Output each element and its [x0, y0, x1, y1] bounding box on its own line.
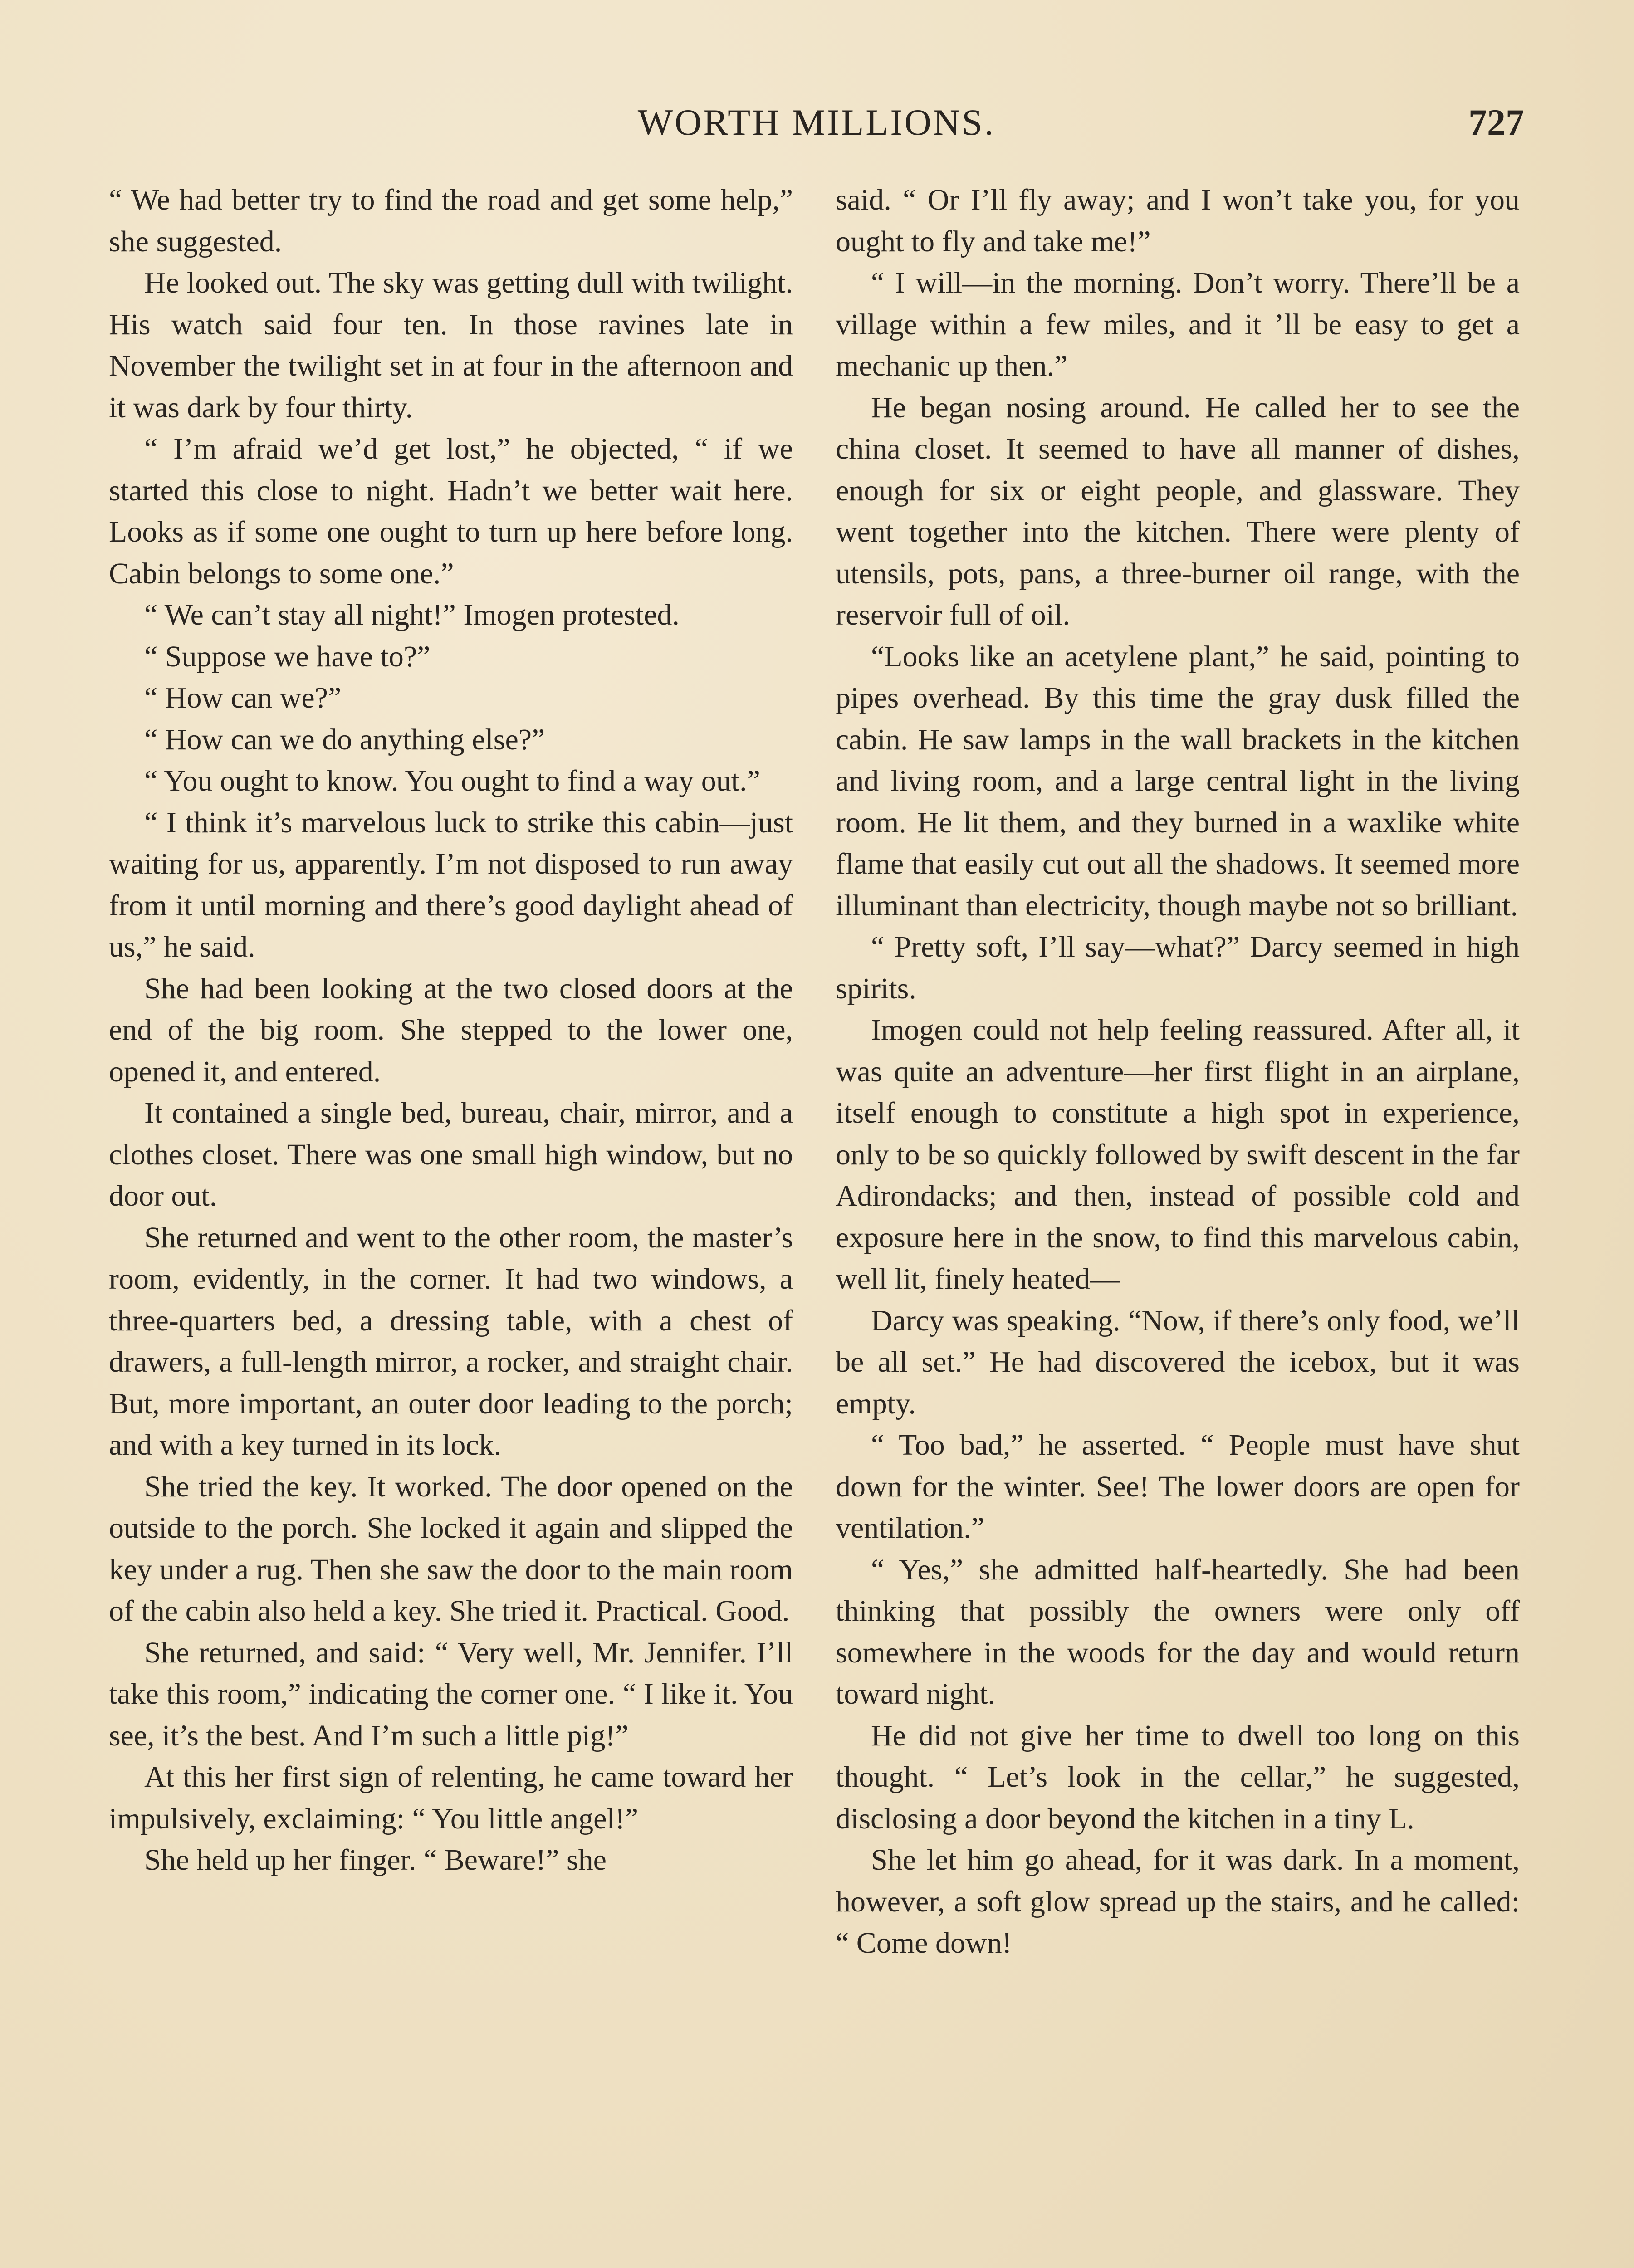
paragraph: Imogen could not help feeling reassured. After all, it was quite an adventure—her first flight in an airplane, itself enough to constitute a high spot in experience, only to be so quickly followed by swift descent in the far Adirondacks; and then, instead of possible cold and exposure here in the snow, to find this marvelous cabin, well lit, finely heated— — [836, 1013, 1520, 1295]
paragraph: “ I think it’s marvelous luck to strike this cabin—just waiting for us, apparently. I’m not disposed to run away from it until morning and there’s good daylight ahead of us,” he said. — [109, 806, 793, 963]
paragraph: She let him go ahead, for it was dark. In a moment, however, a soft glow spread up the stairs, and he called: “ Come down! — [836, 1843, 1520, 1960]
paragraph: She held up her finger. “ Beware!” she — [144, 1843, 607, 1877]
paragraph: “Looks like an acetylene plant,” he said, pointing to pipes overhead. By this time the gray dusk filled the cabin. He saw lamps in the wall brackets in the kitchen and living room, and a large central light in the living room. He lit them, and they burned in a waxlike white flame that easily cut out all the shadows. It seemed more illuminant than electricity, though maybe not so brilliant. — [836, 640, 1520, 922]
paragraph: “ Pretty soft, I’ll say—what?” Darcy seemed in high spirits. — [836, 930, 1520, 1005]
paragraph: “ You ought to know. You ought to find a way out.” — [144, 764, 760, 797]
paragraph: said. “ Or I’ll fly away; and I won’t take you, for you ought to fly and take me!” — [836, 183, 1520, 258]
left-column — [109, 179, 793, 1881]
paragraph: He did not give her time to dwell too long on this thought. “ Let’s look in the cellar,” he suggested, disclosing a door beyond the kitchen in a tiny L. — [836, 1719, 1520, 1835]
paragraph: “ Suppose we have to?” — [144, 640, 431, 673]
running-title: WORTH MILLIONS. — [637, 102, 996, 143]
page-header — [109, 98, 1524, 147]
paragraph: “ Yes,” she admitted half-heartedly. She had been thinking that possibly the owners were only off somewhere in the woods for the day and would return toward night. — [836, 1553, 1520, 1711]
paragraph: At this her first sign of relenting, he came toward her impulsively, exclaiming: “ You little angel!” — [109, 1760, 793, 1835]
paragraph: “ How can we do anything else?” — [144, 723, 545, 756]
paragraph: “ Too bad,” he asserted. “ People must have shut down for the winter. See! The lower doors are open for ventilation.” — [836, 1428, 1520, 1545]
paragraph: He began nosing around. He called her to see the china closet. It seemed to have all manner of dishes, enough for six or eight people, and glassware. They went together into the kitchen. There were plenty of utensils, pots, pans, a three-burner oil range, with the reservoir full of oil. — [836, 391, 1520, 631]
paragraph: She returned and went to the other room, the master’s room, evidently, in the corner. It had two windows, a three-quarters bed, a dressing table, with a chest of drawers, a full-length mirror, a rocker, and straight chair. But, more important, an outer door leading to the porch; and with a key turned in its lock. — [109, 1221, 793, 1461]
page-number: 727 — [1468, 102, 1524, 143]
right-column — [836, 179, 1520, 1964]
paragraph: It contained a single bed, bureau, chair, mirror, and a clothes closet. There was one small high window, but no door out. — [109, 1096, 793, 1212]
paragraph: She tried the key. It worked. The door opened on the outside to the porch. She locked it again and slipped the key under a rug. Then she saw the door to the main room of the cabin also held a key. She tried it. Practical. Good. — [109, 1470, 793, 1628]
paragraph: He looked out. The sky was getting dull with twilight. His watch said four ten. In those ravines late in November the twilight set in at four in the afternoon and it was dark by four thirty. — [109, 266, 793, 424]
paragraph: She had been looking at the two closed doors at the end of the big room. She stepped to the lower one, opened it, and entered. — [109, 972, 793, 1088]
paragraph: “ We had better try to find the road and get some help,” she suggested. — [109, 183, 793, 258]
paragraph: “ I will—in the morning. Don’t worry. There’ll be a village within a few miles, and it ’ll be easy to get a mechanic up then.” — [836, 266, 1520, 382]
paragraph: “ I’m afraid we’d get lost,” he objected, “ if we started this close to night. Hadn’t we better wait here. Looks as if some one ought to turn up here before long. Cabin belongs to some one.” — [109, 432, 793, 590]
paragraph: “ We can’t stay all night!” Imogen protested. — [144, 598, 680, 631]
paragraph: Darcy was speaking. “Now, if there’s only food, we’ll be all set.” He had discovered the icebox, but it was empty. — [836, 1304, 1520, 1420]
paragraph: “ How can we?” — [144, 681, 342, 714]
paragraph: She returned, and said: “ Very well, Mr. Jennifer. I’ll take this room,” indicating the corner one. “ I like it. You see, it’s the best. And I’m such a little pig!” — [109, 1636, 793, 1752]
